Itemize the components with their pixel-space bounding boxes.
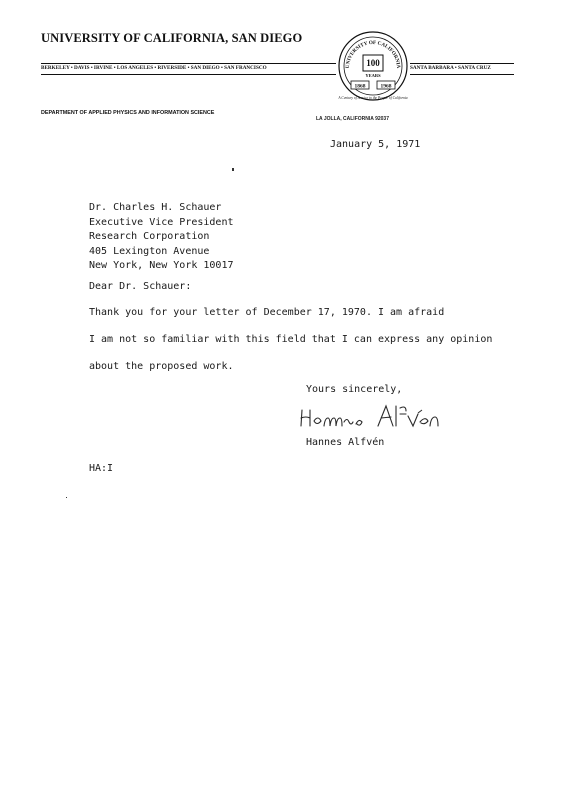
city-address: LA JOLLA, CALIFORNIA 92037 — [316, 116, 389, 122]
body-line-3: about the proposed work. — [89, 361, 234, 372]
seal-center-number: 100 — [366, 58, 380, 68]
recipient-city: New York, New York 10017 — [89, 260, 234, 271]
department-name: DEPARTMENT OF APPLIED PHYSICS AND INFORMATION SCIENCE — [41, 110, 215, 116]
stray-dot — [66, 497, 67, 498]
recipient-street: 405 Lexington Avenue — [89, 246, 210, 257]
seal-ring-text: UNIVERSITY OF CALIFORNIA — [344, 39, 402, 69]
recipient-organization: Research Corporation — [89, 231, 210, 242]
campus-list-right: SANTA BARBARA • SANTA CRUZ — [410, 63, 514, 75]
body-line-1: Thank you for your letter of December 17, 1970. I am afraid — [89, 307, 445, 318]
seal-year-end: 1968 — [380, 83, 392, 90]
seal-year-start: 1868 — [354, 83, 366, 90]
salutation: Dear Dr. Schauer: — [89, 281, 192, 292]
body-line-2: I am not so familiar with this field that I can express any opinion — [89, 334, 493, 345]
reference-initials: HA:I — [89, 463, 114, 474]
campus-list-left: BERKELEY • DAVIS • IRVINE • LOS ANGELES • RIVERSIDE • SAN DIEGO • SAN FRANCISCO — [41, 63, 336, 75]
stray-mark — [232, 168, 234, 171]
seal-years-label: YEARS — [365, 73, 381, 78]
centennial-seal — [337, 30, 409, 102]
closing: Yours sincerely, — [306, 384, 403, 395]
signer-name: Hannes Alfvén — [306, 437, 385, 448]
recipient-name: Dr. Charles H. Schauer — [89, 202, 222, 213]
seal-caption: A Century of Service to the People of California — [338, 96, 408, 100]
recipient-title: Executive Vice President — [89, 217, 234, 228]
letter-date: January 5, 1971 — [330, 139, 421, 150]
university-name: UNIVERSITY OF CALIFORNIA, SAN DIEGO — [41, 31, 303, 45]
handwritten-signature — [298, 402, 448, 432]
